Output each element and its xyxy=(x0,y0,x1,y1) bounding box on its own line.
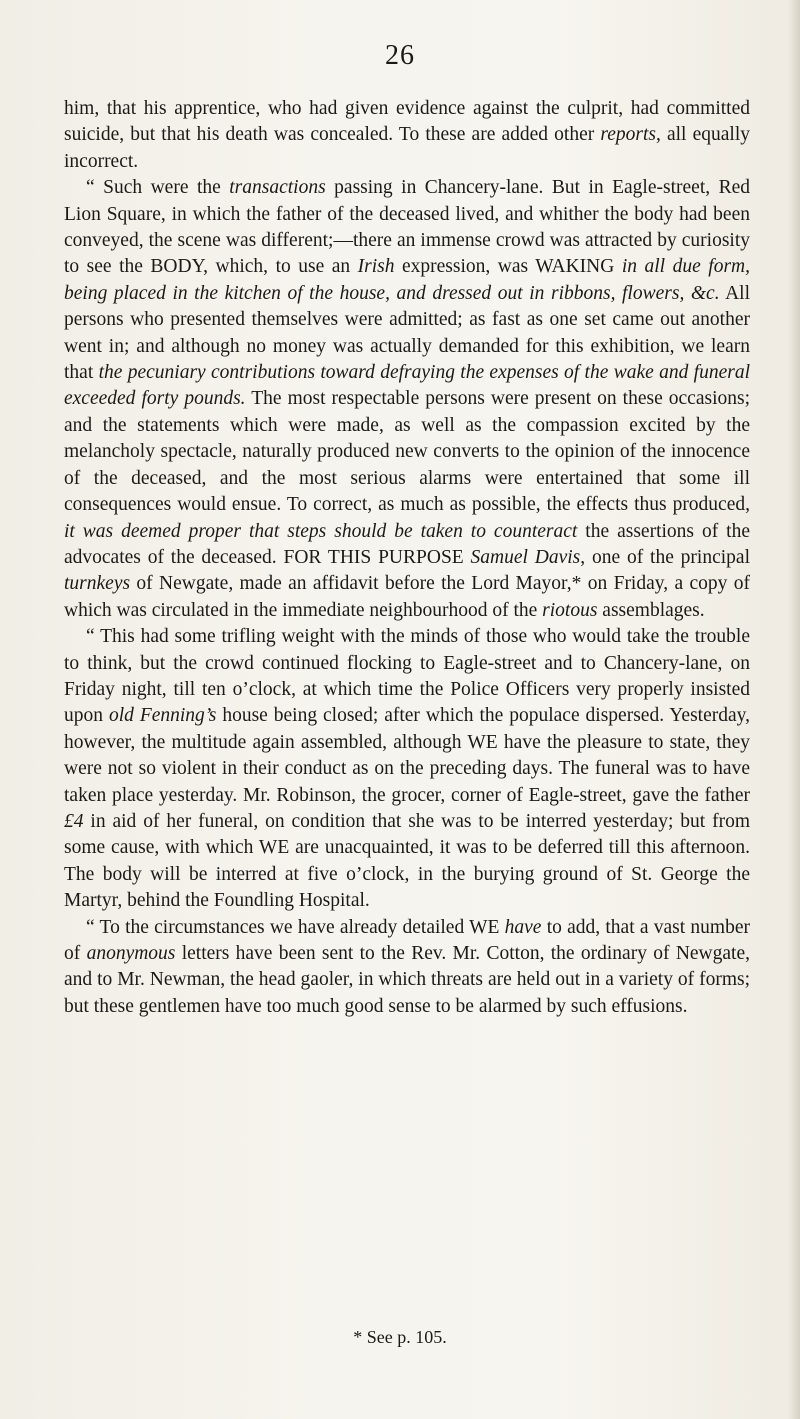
italic-text: have xyxy=(504,916,542,938)
italic-text: Irish xyxy=(357,256,395,278)
text-run: The most respectable persons were present on these occasions; and the statements which were made, as well as the compassion excited by the melancholy spectacle, naturally produced new converts to the opinion of the innocence of the deceased, and the most serious alarms were entertained that some ill consequences would ensue. To correct, as much as possible, the effects thus produced, xyxy=(64,388,750,516)
paragraph xyxy=(64,96,750,175)
text-run: expression, was WAKING xyxy=(394,256,622,278)
paragraph xyxy=(64,915,750,1021)
text-run: in aid of her funeral, on condition that she was to be interred yesterday; but from some cause, with which WE are unacquainted, it was to be deferred till this afternoon. The body will be interred at five o’clock, in the burying ground of St. George the Martyr, behind the Foundling Hospital. xyxy=(64,810,750,912)
text-run: of Newgate, made an affidavit before the Lord Mayor,* on Friday, a copy of which was circulated in the immediate neighbourhood of the xyxy=(64,573,750,621)
italic-text: old Fenning’s xyxy=(108,705,217,727)
text-run: house being closed; after which the populace dispersed. Yesterday, however, the multitude again assembled, although WE have the pleasure to state, they were not so violent in their conduct as on the preceding days. The funeral was to have taken place yesterday. Mr. Robinson, the grocer, corner of Eagle-street, gave the father xyxy=(64,705,750,806)
text-run: letters have been sent to the Rev. Mr. Cotton, the ordinary of Newgate, and to Mr. Newman, the head gaoler, in which threats are held out in a variety of forms; but these gentlemen have too much good sense to be alarmed by such effusions. xyxy=(64,943,750,1017)
text-run: passing in Chancery-lane. But in Eagle-street, Red Lion Square, in which the father of the deceased lived, and whither the body had been conveyed, the scene was different;—there an immense crowd was attracted by curiosity to see the BODY, which, to use an xyxy=(64,177,750,278)
text-run: to add, that a vast number of xyxy=(64,916,750,964)
italic-text: Samuel Davis xyxy=(470,546,581,568)
text-run: “ Such were the xyxy=(86,177,230,199)
text-run: him, that his apprentice, who had given evidence against the culprit, had committed suicide, but that his death was concealed. To these are added other xyxy=(64,98,750,146)
text-run: “ To the circumstances we have already detailed WE xyxy=(86,916,505,938)
italic-text: reports xyxy=(600,124,656,146)
page-number: 26 xyxy=(385,40,415,71)
italic-text: £4 xyxy=(64,810,84,832)
italic-text: riotous xyxy=(542,599,598,621)
italic-text: turnkeys xyxy=(64,573,131,595)
footnote: * See p. 105. xyxy=(353,1327,447,1347)
body-text xyxy=(64,96,750,1020)
italic-text: in all due form, being placed in the kitchen of the house, and dressed out in ribbons, flowers, &c. xyxy=(64,256,750,304)
page-edge-shadow xyxy=(788,0,800,1419)
paragraph xyxy=(64,624,750,914)
italic-text: the pecuniary contributions toward defraying the expenses of the wake and funeral exceeded forty pounds. xyxy=(64,362,750,410)
italic-text: transactions xyxy=(229,177,326,199)
text-run: , one of the principal xyxy=(580,546,750,568)
text-run: , all equally incorrect. xyxy=(64,124,750,172)
text-run: “ This had some trifling weight with the minds of those who would take the trouble to think, but the crowd continued flocking to Eagle-street and to Chancery-lane, on Friday night, till ten o’clock, at which time the Police Officers very properly insisted upon xyxy=(64,626,750,727)
italic-text: anonymous xyxy=(86,943,176,964)
paragraph xyxy=(64,175,750,624)
text-run: All persons who presented themselves were admitted; as fast as one set came out another went in; and although no money was actually demanded for this exhibition, we learn that xyxy=(64,282,751,384)
italic-text: it was deemed proper that steps should be taken to counteract xyxy=(64,520,578,542)
text-run: assemblages. xyxy=(597,599,705,621)
text-run: the assertions of the advocates of the deceased. FOR THIS PURPOSE xyxy=(64,520,751,568)
